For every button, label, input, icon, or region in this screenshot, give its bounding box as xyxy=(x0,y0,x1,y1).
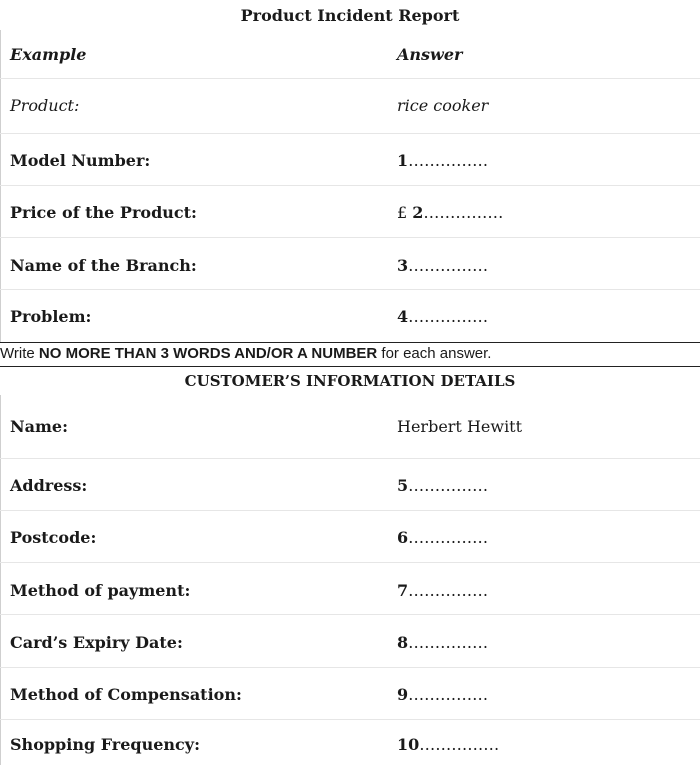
answer-header: Answer xyxy=(397,45,463,64)
answer-blank-9[interactable] xyxy=(397,685,488,704)
table-row xyxy=(0,396,700,459)
answer-dots: …………… xyxy=(423,203,504,222)
answer-blank-6[interactable] xyxy=(397,528,488,547)
answer-blank-7[interactable] xyxy=(397,581,488,600)
branch-label: Name of the Branch: xyxy=(10,256,197,275)
name-label: Name: xyxy=(10,417,69,436)
answer-blank-3[interactable] xyxy=(397,256,488,275)
example-header: Example xyxy=(10,45,87,64)
question-number: 4 xyxy=(397,307,409,326)
expiry-date-label: Card’s Expiry Date: xyxy=(10,633,183,652)
question-number: 3 xyxy=(397,256,409,275)
question-number: 8 xyxy=(397,633,409,652)
product-label: Product: xyxy=(10,96,80,115)
payment-method-label: Method of payment: xyxy=(10,581,191,600)
divider xyxy=(0,342,700,343)
table-row xyxy=(0,79,700,134)
table-row xyxy=(0,186,700,238)
table-row xyxy=(0,290,700,341)
price-label: Price of the Product: xyxy=(10,203,197,222)
compensation-label: Method of Compensation: xyxy=(10,685,242,704)
answer-blank-8[interactable] xyxy=(397,633,488,652)
answer-dots: …………… xyxy=(408,307,489,326)
table-row xyxy=(0,720,700,764)
problem-label: Problem: xyxy=(10,307,92,326)
divider xyxy=(0,366,700,367)
customer-section-title: CUSTOMER’S INFORMATION DETAILS xyxy=(184,372,516,390)
currency-prefix: £ xyxy=(397,203,413,222)
table-row xyxy=(0,511,700,563)
answer-blank-1[interactable] xyxy=(397,151,488,170)
name-value: Herbert Hewitt xyxy=(397,417,523,436)
instruction-text xyxy=(0,345,700,362)
answer-dots: …………… xyxy=(408,476,489,495)
table-row xyxy=(0,238,700,290)
table-row xyxy=(0,668,700,720)
question-number: 9 xyxy=(397,685,409,704)
answer-blank-10[interactable] xyxy=(397,735,499,754)
answer-dots: …………… xyxy=(408,581,489,600)
report-title: Product Incident Report xyxy=(240,6,460,25)
header-row xyxy=(0,40,700,79)
answer-dots: …………… xyxy=(408,633,489,652)
answer-blank-4[interactable] xyxy=(397,307,488,326)
answer-blank-5[interactable] xyxy=(397,476,488,495)
answer-blank-2[interactable] xyxy=(397,203,503,222)
question-number: 5 xyxy=(397,476,409,495)
postcode-label: Postcode: xyxy=(10,528,97,547)
answer-dots: …………… xyxy=(408,256,489,275)
instruction-pre: Write xyxy=(0,345,39,362)
question-number: 10 xyxy=(397,735,420,754)
answer-dots: …………… xyxy=(408,685,489,704)
answer-dots: …………… xyxy=(419,735,500,754)
table-row xyxy=(0,134,700,186)
table-row xyxy=(0,563,700,615)
address-label: Address: xyxy=(10,476,88,495)
instruction-bold: NO MORE THAN 3 WORDS AND/OR A NUMBER xyxy=(38,345,378,362)
question-number: 6 xyxy=(397,528,409,547)
question-number: 1 xyxy=(397,151,409,170)
product-value: rice cooker xyxy=(397,96,489,115)
table-row xyxy=(0,459,700,511)
instruction-post: for each answer. xyxy=(377,345,492,362)
answer-dots: …………… xyxy=(408,151,489,170)
question-number: 7 xyxy=(397,581,409,600)
model-number-label: Model Number: xyxy=(10,151,151,170)
question-number: 2 xyxy=(412,203,424,222)
table-row xyxy=(0,615,700,668)
shopping-frequency-label: Shopping Frequency: xyxy=(10,735,200,754)
answer-dots: …………… xyxy=(408,528,489,547)
